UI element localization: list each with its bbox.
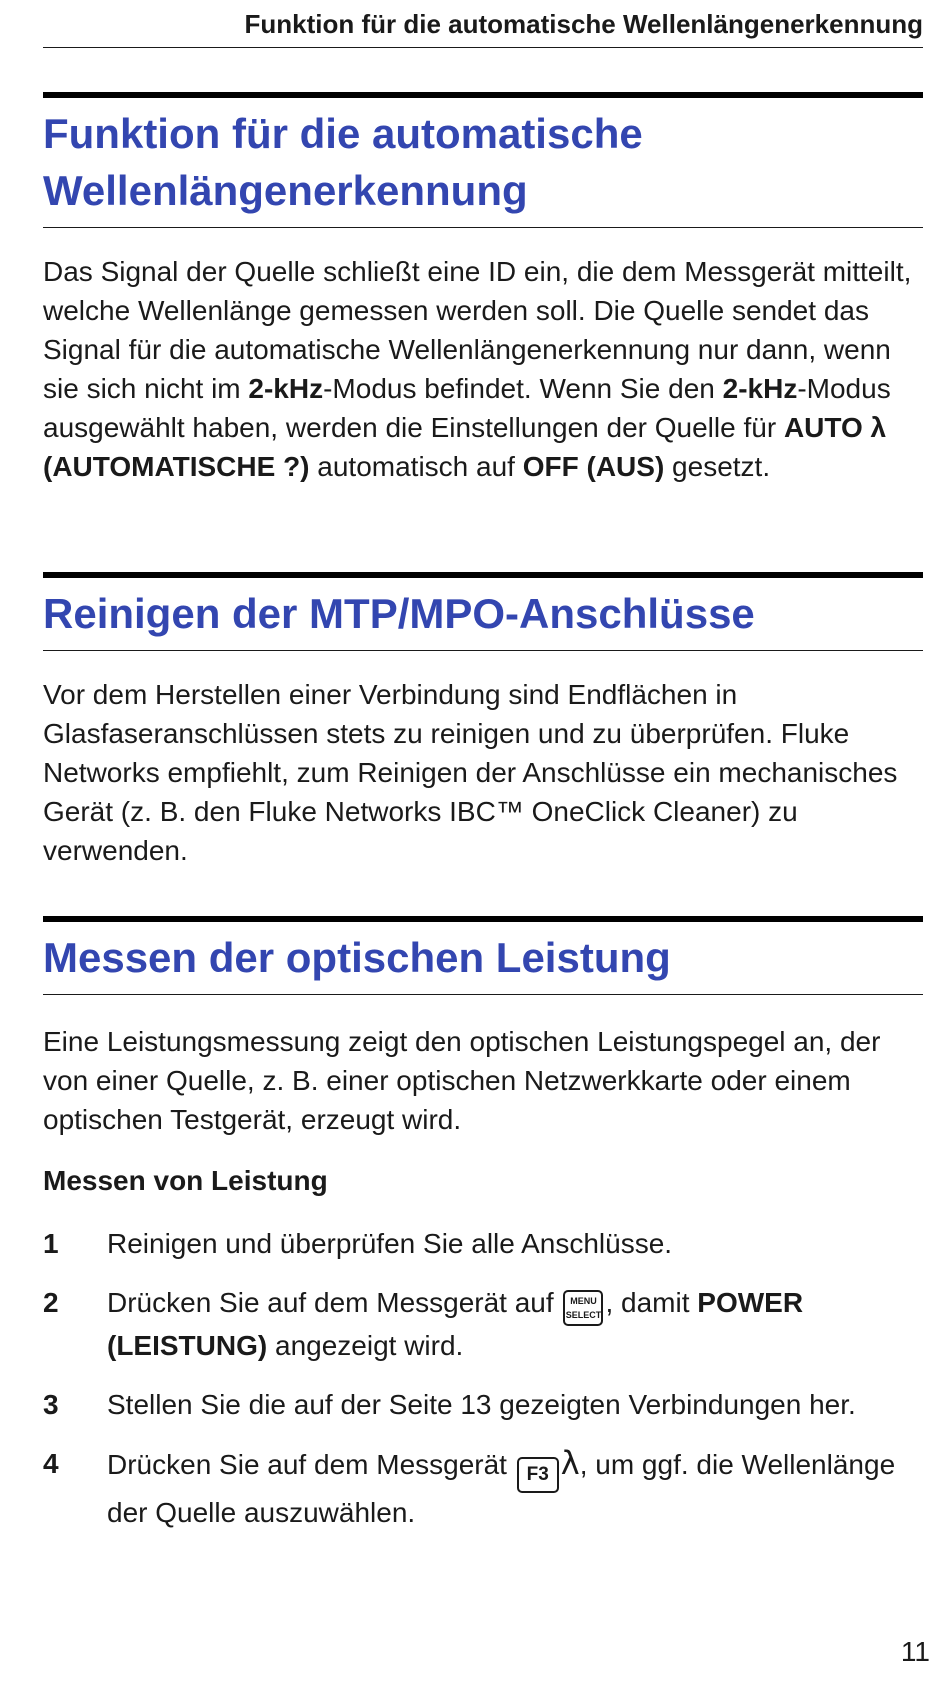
step-1 [43,1224,923,1263]
step-text: Reinigen und überprüfen Sie alle Anschlüsse. [107,1228,673,1259]
step-number: 3 [43,1389,59,1420]
section-mtp-cleaning [43,572,923,870]
running-header [43,0,923,48]
step-3 [43,1385,923,1424]
step-2 [43,1283,923,1365]
step-number: 1 [43,1228,59,1259]
section-title-bar [43,916,923,995]
section-title-bar [43,92,923,228]
section-paragraph: Vor dem Herstellen einer Verbindung sind Endflächen in Glasfaseranschlüssen stets zu reinigen und zu überprüfen. Fluke Networks empfiehlt, zum Reinigen der Anschlüsse ein mechanisches Gerät (z. B. den Fluke Networks IBC™ OneClick Cleaner) zu verwenden. [43,679,898,866]
step-text: Stellen Sie die auf der Seite 13 gezeigten Verbindungen her. [107,1389,856,1420]
step-number: 2 [43,1287,59,1318]
section-paragraph: Das Signal der Quelle schließt eine ID ein, die dem Messgerät mitteilt, welche Wellenlänge gemessen werden soll. Die Quelle sendet das Signal für die automatische Wellenlängenerkennung nur dann, wenn sie sich nicht im 2-kHz-Modus befindet. Wenn Sie den 2-kHz-Modus ausgewählt haben, werden die Einstellungen der Quelle für AUTO λ (AUTOMATISCHE ?) automatisch auf OFF (AUS) gesetzt. [43,256,912,482]
page-number: 11 [900,1636,930,1667]
step-text: Drücken Sie auf dem Messgerät auf MENU SELECT , damit POWER (LEISTUNG) angezeigt wird. [107,1287,804,1361]
section-auto-wavelength [43,92,923,486]
running-header-title: Funktion für die automatische Wellenlängenerkennung [244,9,923,39]
section-title: Messen der optischen Leistung [43,934,671,981]
procedure-heading: Messen von Leistung [43,1165,328,1196]
section-title: Funktion für die automatische Wellenlängenerkennung [43,110,643,214]
step-number: 4 [43,1448,59,1479]
section-paragraph: Eine Leistungsmessung zeigt den optischen Leistungspegel an, der von einer Quelle, z. B. einer optischen Netzwerkkarte oder einem optischen Testgerät, erzeugt wird. [43,1026,881,1135]
f3-key-icon: F3 [517,1457,559,1493]
section-title: Reinigen der MTP/MPO-Anschlüsse [43,590,755,637]
step-4 [43,1444,923,1532]
lambda-icon: λ [560,1444,580,1482]
section-optical-power [43,916,923,1532]
menu-select-key-icon: MENU SELECT [563,1290,603,1326]
section-title-bar [43,572,923,651]
step-text: Drücken Sie auf dem Messgerät F3 λ, um ggf. die Wellenlänge der Quelle auszuwählen. [107,1444,896,1528]
